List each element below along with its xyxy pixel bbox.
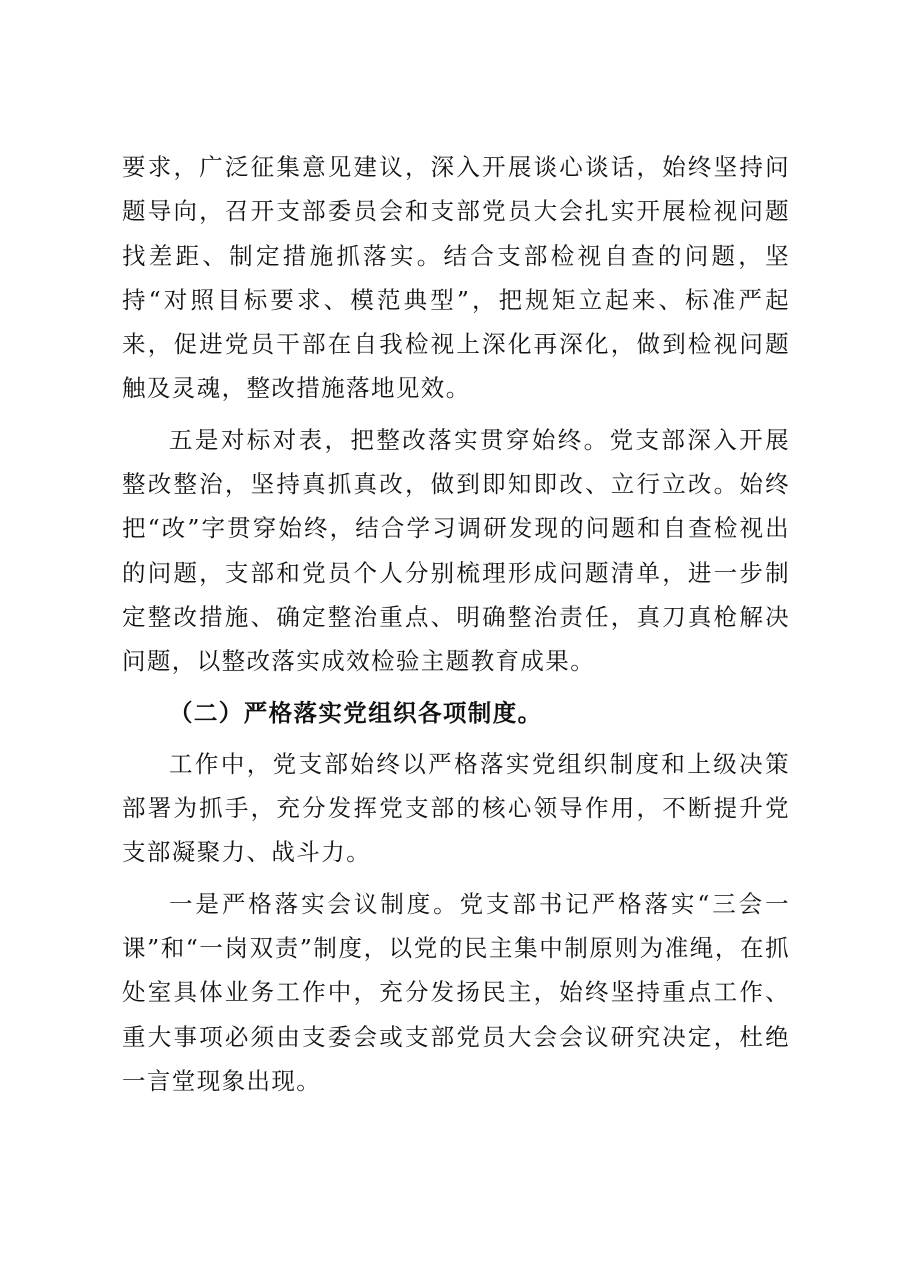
paragraph-section-intro: 工作中，党支部始终以严格落实党组织制度和上级决策部署为抓手，充分发挥党支部的核心领导作用，不断提升党支部凝聚力、战斗力。 xyxy=(122,749,790,867)
paragraph-point-five: 五是对标对表，把整改落实贯穿始终。党支部深入开展整改整治，坚持真抓真改，做到即知即改、立行立改。始终把“改”字贯穿始终，结合学习调研发现的问题和自查检视出的问题，支部和党员个人分别梳理形成问题清单，进一步制定整改措施、确定整治重点、明确整治责任，真刀真枪解决问题，以整改落实成效检验主题教育成果。 xyxy=(122,425,790,676)
document-body xyxy=(122,145,790,1110)
section-heading-two: （二）严格落实党组织各项制度。 xyxy=(169,698,543,727)
paragraph-point-one: 一是严格落实会议制度。党支部书记严格落实“三会一课”和“一岗双责”制度，以党的民主集中制原则为准绳，在抓处室具体业务工作中，充分发扬民主，始终坚持重点工作、重大事项必须由支委会或支部党员大会会议研究决定，杜绝一言堂现象出现。 xyxy=(122,889,790,1095)
paragraph-continuation: 要求，广泛征集意见建议，深入开展谈心谈话，始终坚持问题导向，召开支部委员会和支部党员大会扎实开展检视问题找差距、制定措施抓落实。结合支部检视自查的问题，坚持“对照目标要求、模范典型”，把规矩立起来、标准严起来，促进党员干部在自我检视上深化再深化，做到检视问题触及灵魂，整改措施落地见效。 xyxy=(122,153,790,403)
